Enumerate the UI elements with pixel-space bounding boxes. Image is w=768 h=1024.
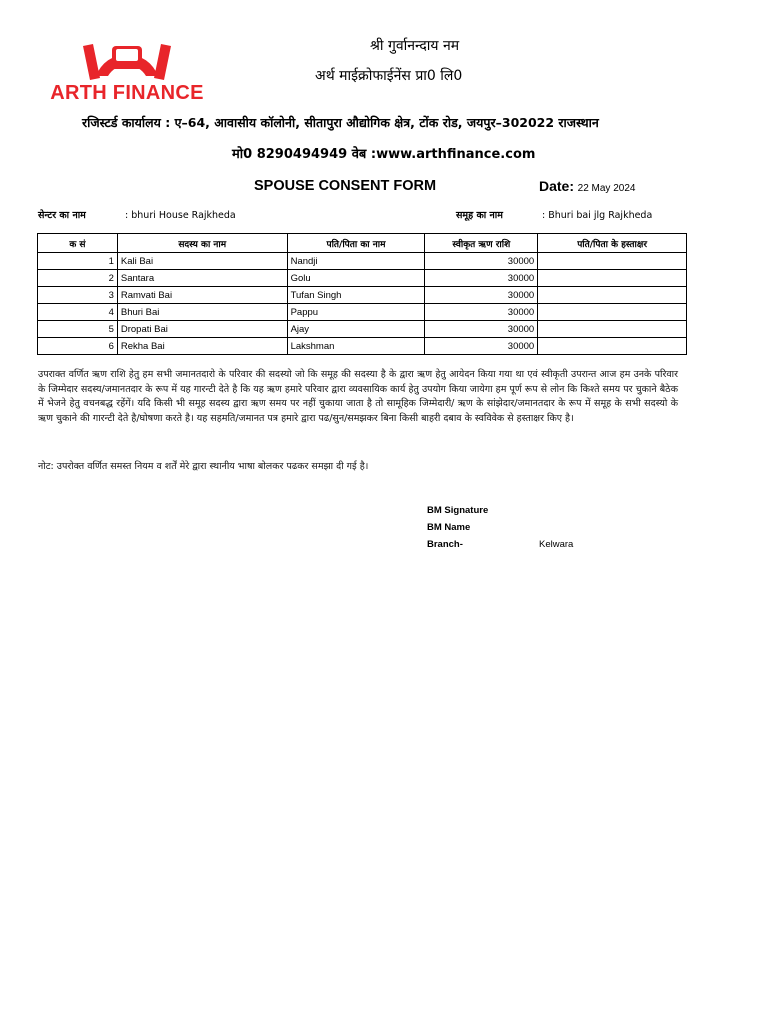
form-title: SPOUSE CONSENT FORM [254,178,437,194]
guardian-cell: Golu [287,270,425,287]
arth-finance-logo [34,32,220,106]
table-row [38,304,687,321]
center-name-row [38,208,236,221]
bm-signature-label: BM Signature [427,505,489,516]
amount-cell: 30000 [425,270,538,287]
table-row [38,253,687,270]
guardian-cell: Lakshman [287,338,425,355]
serial-cell: 4 [38,304,118,321]
signature-cell[interactable] [538,321,687,338]
amount-cell: 30000 [425,304,538,321]
signature-cell[interactable] [538,287,687,304]
serial-cell: 1 [38,253,118,270]
member-cell: Dropati Bai [117,321,287,338]
table-row [38,321,687,338]
table-row [38,338,687,355]
signature-cell[interactable] [538,304,687,321]
serial-cell: 6 [38,338,118,355]
note-line: नोट: उपरोक्त वर्णित समस्त नियम व शर्तें मेरे द्वारा स्थानीय भाषा बोलकर पढकर समझा दी गई है। [38,461,369,472]
member-cell: Kali Bai [117,253,287,270]
center-name-value: : bhuri House Rajkheda [125,210,236,221]
amount-cell: 30000 [425,338,538,355]
form-date [539,178,635,194]
group-name-value: : Bhuri bai jlg Rajkheda [542,210,653,221]
guardian-cell: Ajay [287,321,425,338]
invocation-line: श्री गुर्वानन्दाय नम [370,38,460,54]
table-header-row [38,234,687,253]
serial-cell: 3 [38,287,118,304]
contact-line: मो0 8290494949 वेब :www.arthfinance.com [232,147,536,162]
member-cell: Ramvati Bai [117,287,287,304]
amount-cell: 30000 [425,321,538,338]
date-label: Date: [539,178,575,194]
date-value: 22 May 2024 [577,183,636,194]
member-cell: Santara [117,270,287,287]
col-signature-header: पति/पिता के हस्ताक्षर [538,234,687,253]
col-guardian-header: पति/पिता का नाम [287,234,425,253]
signature-cell[interactable] [538,270,687,287]
logo-emblem-icon [74,32,180,84]
group-name-label: समूह का नाम [456,210,503,221]
signature-cell[interactable] [538,253,687,270]
amount-cell: 30000 [425,287,538,304]
table-row [38,270,687,287]
branch-label: Branch- [427,539,463,550]
serial-cell: 2 [38,270,118,287]
col-amount-header: स्वीकृत ऋण राशि [425,234,538,253]
member-cell: Bhuri Bai [117,304,287,321]
logo-text: ARTH FINANCE [50,82,204,104]
guardian-cell: Tufan Singh [287,287,425,304]
bm-name-label: BM Name [427,522,471,533]
group-name-row [456,208,652,221]
member-cell: Rekha Bai [117,338,287,355]
guardian-cell: Pappu [287,304,425,321]
serial-cell: 5 [38,321,118,338]
members-table [37,233,687,355]
registered-office-address: रजिस्टर्ड कार्यालय : ए–64, आवासीय कॉलोनी, सीतापुरा औद्योगिक क्षेत्र, टोंक रोड, जयपुर–302022 राजस्थान [82,115,599,130]
table-row [38,287,687,304]
declaration-paragraph: उपराक्त वर्णित ऋण राशि हेतु हम सभी जमानतदारो के परिवार की सदस्यो जो कि समूह की सदस्या है के द्वारा ऋण हेतु आयेदन किया गया था एवं स्वीकृती उपरान्त आज हम उनके परिवार के जिम्मेदार सदस्य/जमानतदार के रूप में यह गारन्टी देते है कि यह ऋण हमारे परिवार द्वारा व्यवसायिक कार्य हेतु उपयोग किया जायेगा हम पूर्ण रूप से लोन कि किश्ते समय पर चुकाने बैठेक में भेजने हेतु वचनबद्ध रहेंगें। यदि किसी भी समूह सदस्य द्वारा ऋण समय पर नहीं चुकाया जाता है तो सामूहिक जिम्मेदारी/ ऋण के सांझेदार/जमानतदार के रूप में समूह के सभी सदस्यो के ऋण चुकाने की गारन्टी देते है/घोषणा करते है। यह सहमति/जमानत पत्र हमारे द्वारा पढ/सुन/समझकर बिना किसी बाहरी दबाव के स्वविवेक से हस्ताक्षर किए है। [38,369,678,424]
branch-value: Kelwara [539,539,574,550]
col-serial-header: क सं [38,234,118,253]
col-member-header: सदस्य का नाम [117,234,287,253]
company-name: अर्थ माईक्रोफाईनेंस प्रा0 लि0 [315,68,463,84]
center-name-label: सेन्टर का नाम [38,210,86,221]
guardian-cell: Nandji [287,253,425,270]
signature-cell[interactable] [538,338,687,355]
amount-cell: 30000 [425,253,538,270]
